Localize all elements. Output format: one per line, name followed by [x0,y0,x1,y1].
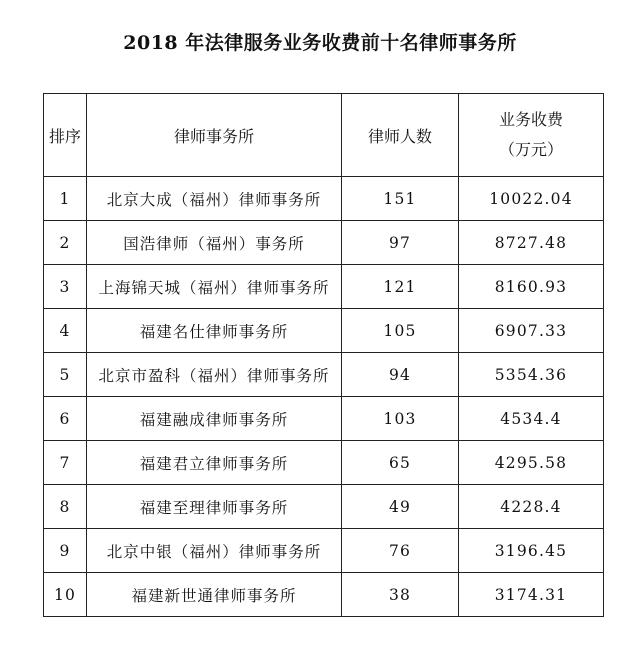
table-row [44,309,604,353]
table-row [44,221,604,265]
row-rank: 10 [44,573,87,617]
row-revenue: 8727.48 [459,221,604,265]
row-lawyer-count: 97 [342,221,459,265]
row-rank: 2 [44,221,87,265]
table-row [44,177,604,221]
row-firm: 北京大成（福州）律师事务所 [87,177,342,221]
page-title: 2018 年法律服务业务收费前十名律师事务所 [123,32,517,54]
row-rank: 9 [44,529,87,573]
row-firm: 福建名仕律师事务所 [87,309,342,353]
row-rank: 3 [44,265,87,309]
row-revenue: 10022.04 [459,177,604,221]
ranking-table [43,93,604,617]
header-lawyer-count: 律师人数 [342,94,459,177]
row-firm: 北京市盈科（福州）律师事务所 [87,353,342,397]
row-revenue: 4295.58 [459,441,604,485]
row-revenue: 6907.33 [459,309,604,353]
row-lawyer-count: 65 [342,441,459,485]
table-row [44,441,604,485]
row-firm: 国浩律师（福州）事务所 [87,221,342,265]
row-firm: 上海锦天城（福州）律师事务所 [87,265,342,309]
table-row [44,265,604,309]
row-revenue: 4534.4 [459,397,604,441]
row-lawyer-count: 151 [342,177,459,221]
row-revenue: 3174.31 [459,573,604,617]
table-row [44,485,604,529]
row-lawyer-count: 76 [342,529,459,573]
row-firm: 北京中银（福州）律师事务所 [87,529,342,573]
header-firm: 律师事务所 [87,94,342,177]
row-rank: 8 [44,485,87,529]
header-rank: 排序 [44,94,87,177]
row-lawyer-count: 94 [342,353,459,397]
header-revenue-label: 业务收费 [498,110,563,129]
header-revenue-unit: （万元） [498,140,563,159]
row-lawyer-count: 103 [342,397,459,441]
table-row [44,397,604,441]
row-revenue: 5354.36 [459,353,604,397]
row-rank: 6 [44,397,87,441]
row-revenue: 4228.4 [459,485,604,529]
table-row [44,573,604,617]
row-rank: 5 [44,353,87,397]
row-firm: 福建融成律师事务所 [87,397,342,441]
row-rank: 7 [44,441,87,485]
row-lawyer-count: 121 [342,265,459,309]
row-lawyer-count: 38 [342,573,459,617]
row-firm: 福建君立律师事务所 [87,441,342,485]
row-lawyer-count: 49 [342,485,459,529]
row-rank: 1 [44,177,87,221]
row-rank: 4 [44,309,87,353]
row-revenue: 8160.93 [459,265,604,309]
table-header-row [44,94,604,177]
table-row [44,529,604,573]
row-lawyer-count: 105 [342,309,459,353]
row-revenue: 3196.45 [459,529,604,573]
table-row [44,353,604,397]
row-firm: 福建至理律师事务所 [87,485,342,529]
row-firm: 福建新世通律师事务所 [87,573,342,617]
header-revenue [459,94,604,177]
